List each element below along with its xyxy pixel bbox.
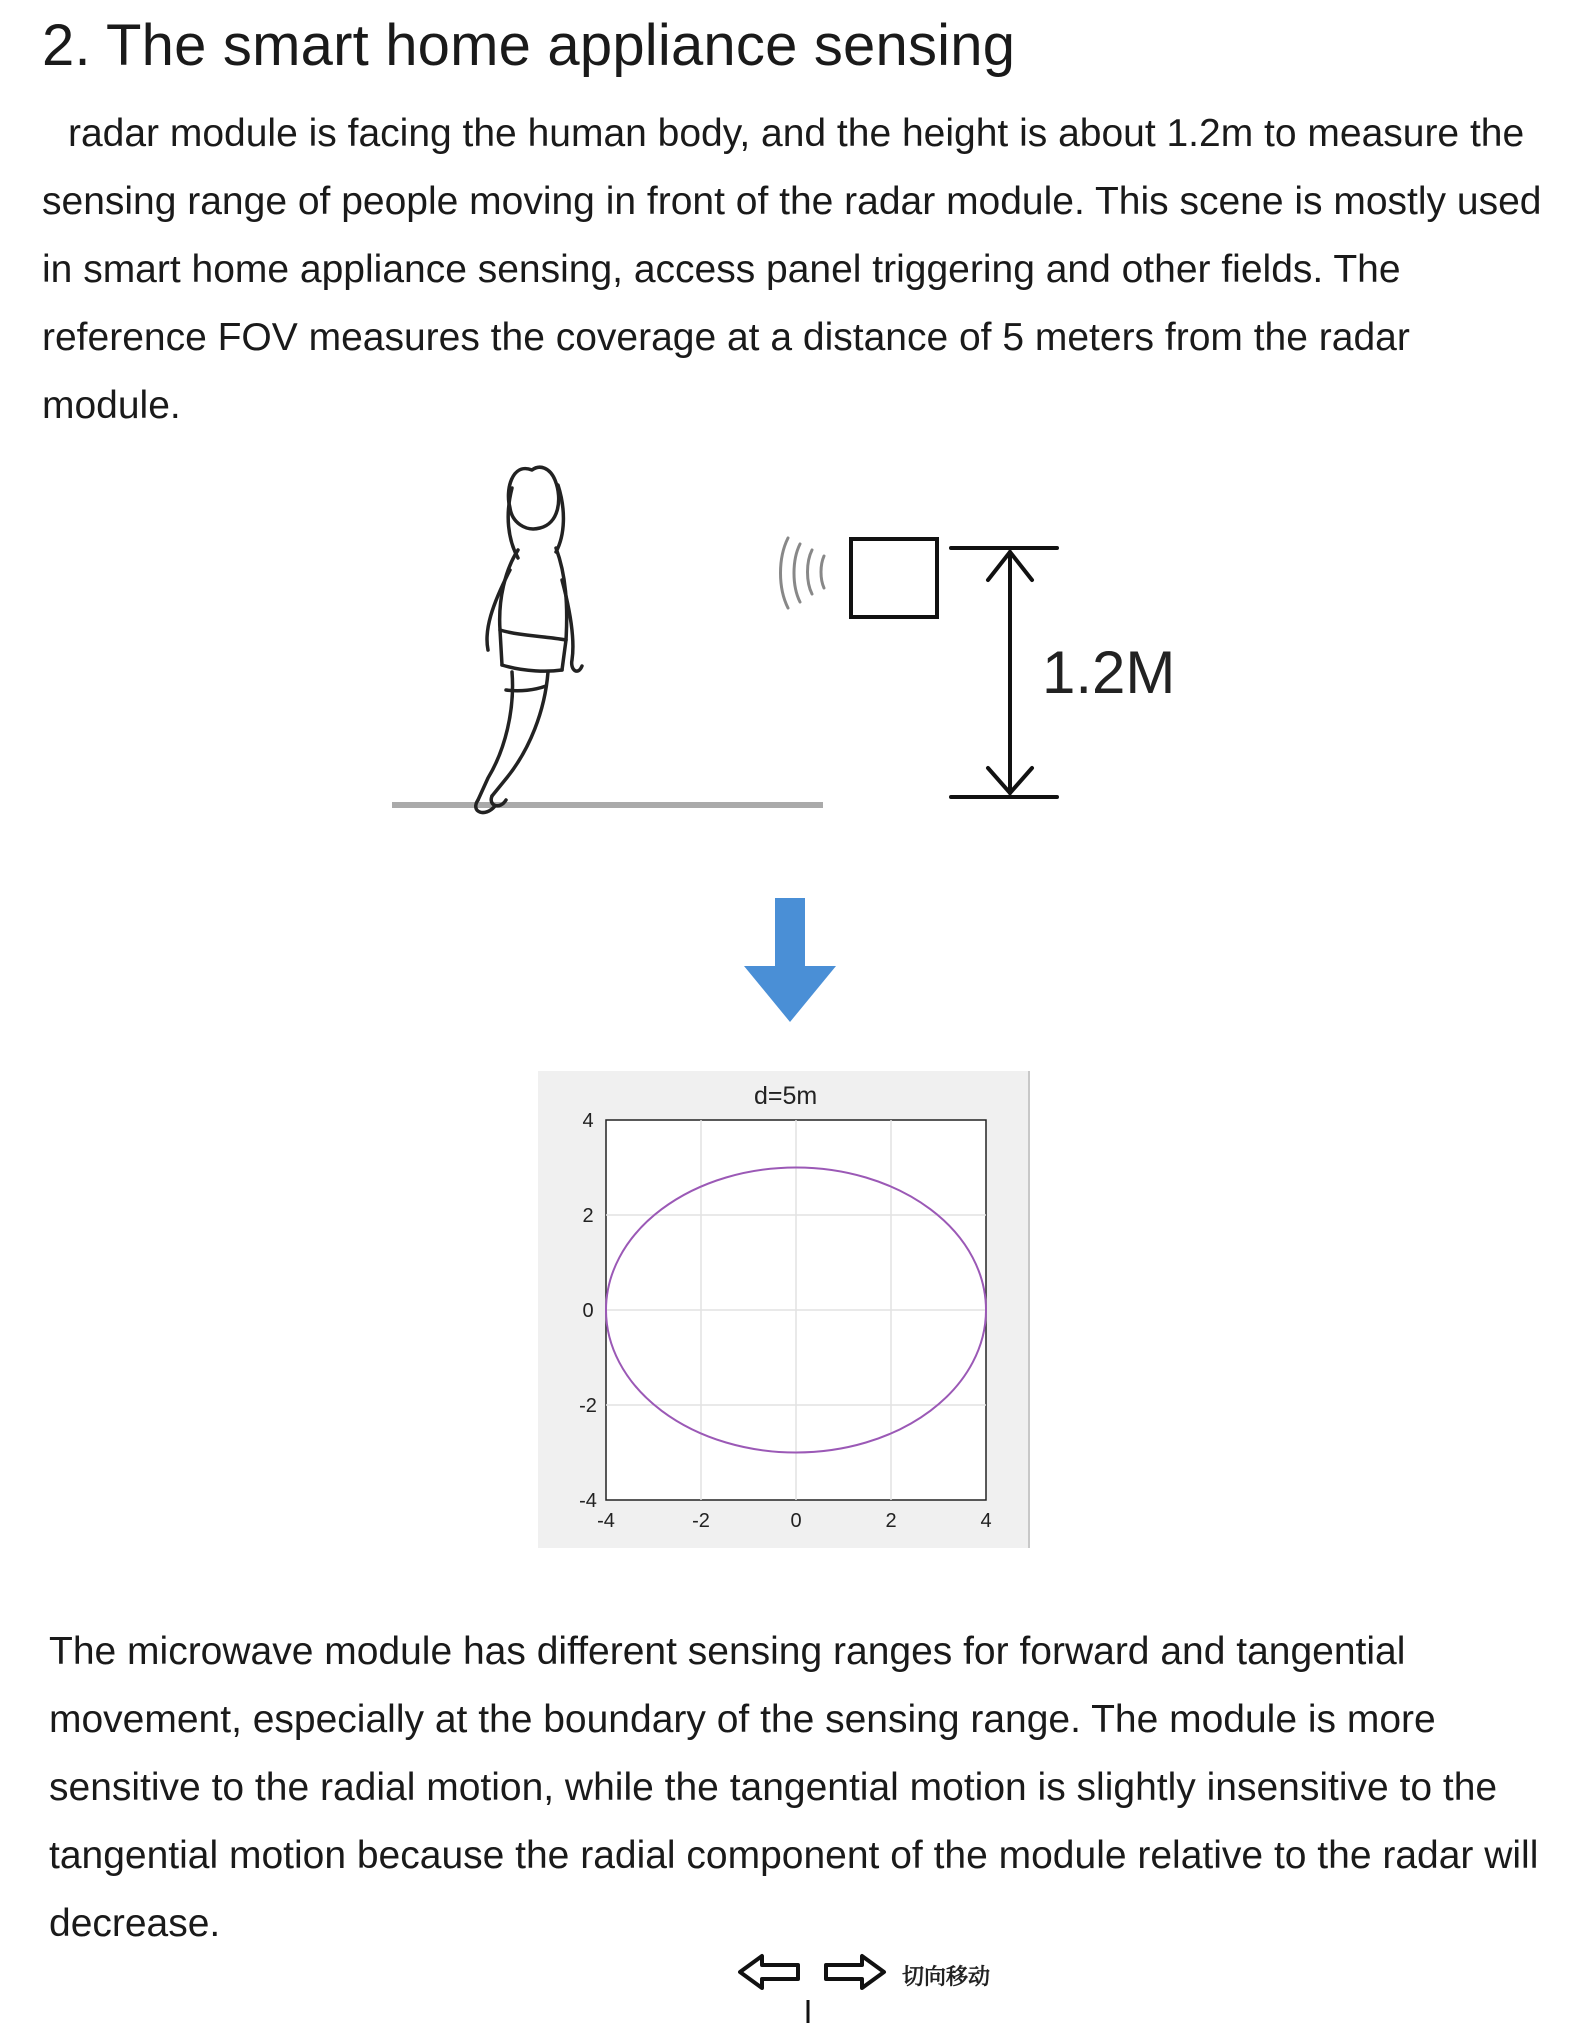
radar-scene-illustration: [0, 440, 1581, 840]
walking-person-icon: [476, 467, 582, 812]
radar-module-icon: [851, 539, 937, 617]
intro-paragraph: [42, 100, 1542, 440]
fov-chart: [538, 1071, 1028, 1548]
y-tick-label: 2: [582, 1205, 594, 1227]
radar-wave-icon: [781, 538, 825, 608]
fov-chart-panel: [538, 1071, 1030, 1548]
y-tick-label: -2: [579, 1395, 597, 1417]
closing-paragraph: The microwave module has different sensing ranges for forward and tangential movement, especially at the boundary of the sensing range. The module is more sensitive to the radial motion, while the tangential motion is slightly insensitive to the tangential motion because the radial component of the module relative to the radar will decrease.: [49, 1630, 1539, 1945]
x-tick-label: -4: [597, 1510, 615, 1532]
x-tick-label: -2: [692, 1510, 710, 1532]
x-tick-label: 4: [980, 1510, 992, 1532]
chart-title: d=5m: [754, 1082, 818, 1110]
x-tick-label: 2: [885, 1510, 897, 1532]
y-tick-labels: [579, 1110, 597, 1512]
x-tick-labels: [597, 1510, 991, 1532]
intro-paragraph-text: radar module is facing the human body, and the height is about 1.2m to measure the sensing range of people moving in front of the radar module. This scene is mostly used in smart home appliance sensing, access panel triggering and other fields. The reference FOV measures the coverage at a distance of 5 meters from the radar module.: [42, 112, 1542, 427]
y-tick-label: 4: [582, 1110, 594, 1132]
y-tick-label: -4: [579, 1490, 597, 1512]
x-tick-label: 0: [790, 1510, 802, 1532]
section-heading: 2. The smart home appliance sensing: [42, 13, 1016, 78]
height-label: 1.2M: [1042, 639, 1176, 706]
down-arrow-icon: [740, 898, 840, 1024]
tangential-movement-label: 切向移动: [902, 1964, 991, 1989]
y-tick-label: 0: [582, 1300, 594, 1322]
